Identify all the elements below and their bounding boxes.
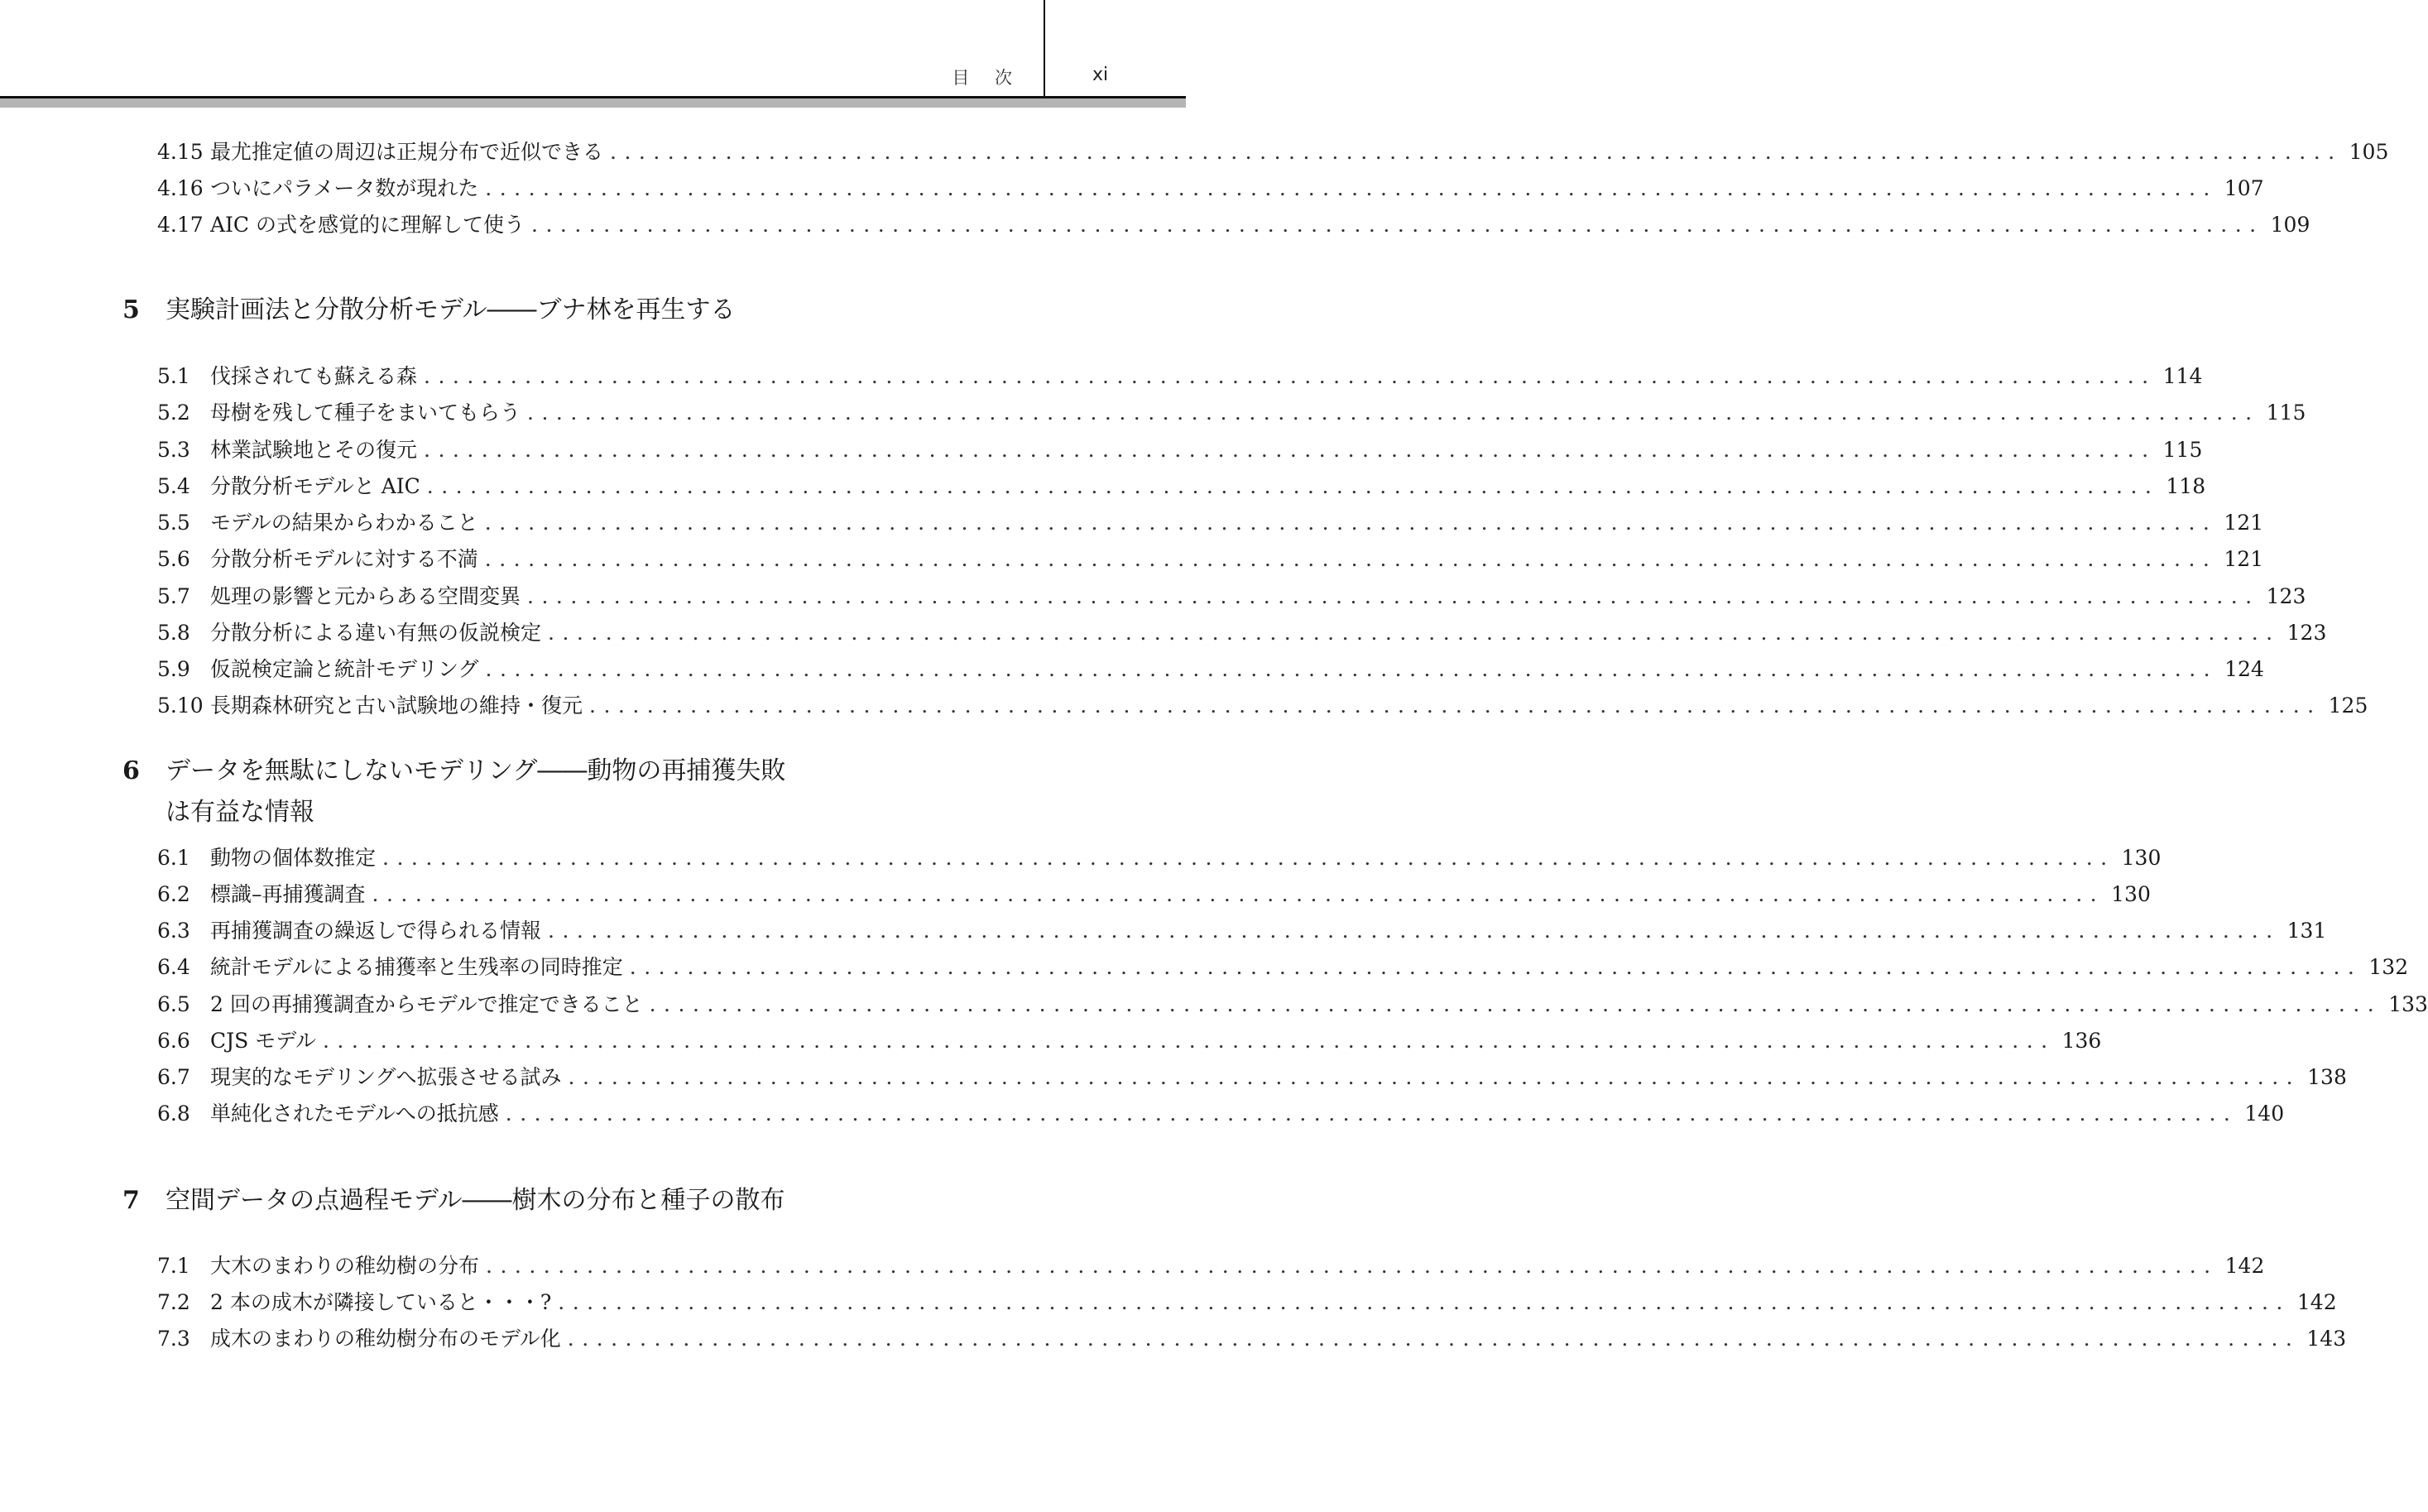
section-page: 107 xyxy=(2224,176,2264,200)
section-title: 分散分析モデルに対する不満 xyxy=(210,547,478,571)
section-number: 6.4 xyxy=(157,955,190,979)
chapter-number: 6 xyxy=(122,756,140,785)
toc-entry[interactable] xyxy=(157,618,2327,648)
section-page: 115 xyxy=(2266,401,2306,425)
section-number: 7.3 xyxy=(157,1327,190,1351)
section-title: 現実的なモデリングへ拡張させる試み xyxy=(210,1065,562,1089)
section-page: 121 xyxy=(2224,511,2264,535)
dot-leader: ........................................................................................................................ xyxy=(382,846,2115,870)
section-page: 114 xyxy=(2162,364,2203,388)
section-title: 成木のまわりの稚幼樹分布のモデル化 xyxy=(210,1327,561,1351)
section-number: 7.2 xyxy=(157,1290,190,1314)
section-title: 最尤推定値の周辺は正規分布で近似できる xyxy=(210,140,604,164)
running-header-label: 目 次 xyxy=(952,68,1022,88)
dot-leader: ........................................................................................................................ xyxy=(567,1327,2301,1351)
section-number: 4.15 xyxy=(157,140,204,164)
dot-leader: ........................................................................................................................ xyxy=(589,694,2322,718)
section-page: 123 xyxy=(2286,621,2327,645)
section-title: 標識–再捕獲調査 xyxy=(210,882,366,906)
toc-entry[interactable] xyxy=(157,1288,2337,1318)
section-number: 5.9 xyxy=(157,657,190,681)
section-title: モデルの結果からわかること xyxy=(210,511,478,535)
dot-leader: ........................................................................................................................ xyxy=(424,364,2157,388)
dot-leader: ........................................................................................................................ xyxy=(548,919,2281,943)
toc-entry[interactable] xyxy=(157,1099,2285,1129)
chapter-title: データを無駄にしないモデリング――動物の再捕獲失敗 xyxy=(166,756,786,785)
toc-entry[interactable] xyxy=(157,1063,2347,1092)
toc-entry[interactable] xyxy=(157,953,2409,982)
dot-leader: ........................................................................................................................ xyxy=(610,140,2343,164)
toc-entry[interactable] xyxy=(157,398,2306,428)
dot-leader: ........................................................................................................................ xyxy=(372,882,2105,906)
dot-leader: ........................................................................................................................ xyxy=(527,584,2260,608)
header-band xyxy=(0,98,1186,108)
section-title: 母樹を残して種子をまいてもらう xyxy=(210,401,521,425)
toc-entry[interactable] xyxy=(157,508,2264,538)
toc-entry[interactable] xyxy=(157,210,2310,240)
section-page: 105 xyxy=(2349,140,2389,164)
toc-entry[interactable] xyxy=(157,582,2306,612)
section-number: 6.7 xyxy=(157,1065,190,1089)
toc-entry[interactable] xyxy=(157,880,2151,910)
dot-leader: ........................................................................................................................ xyxy=(426,474,2160,498)
chapter-title: 実験計画法と分散分析モデル――ブナ林を再生する xyxy=(166,295,736,324)
section-title: 分散分析による違い有無の仮説検定 xyxy=(210,621,542,645)
section-title: CJS モデル xyxy=(210,1029,316,1053)
section-number: 6.5 xyxy=(157,992,190,1016)
toc-entry[interactable] xyxy=(157,137,2389,167)
section-number: 5.1 xyxy=(157,364,190,388)
header-divider xyxy=(1044,0,1045,98)
section-page: 142 xyxy=(2296,1290,2337,1314)
section-title: 2 本の成木が隣接していると・・・? xyxy=(210,1290,552,1314)
section-title: 再捕獲調査の繰返しで得られる情報 xyxy=(210,919,542,943)
section-page: 115 xyxy=(2162,438,2203,462)
section-number: 7.1 xyxy=(157,1254,190,1278)
section-page: 109 xyxy=(2270,213,2310,237)
chapter-title: 空間データの点過程モデル――樹木の分布と種子の散布 xyxy=(166,1186,785,1215)
section-title: 林業試験地とその復元 xyxy=(210,438,418,462)
section-page: 142 xyxy=(2224,1254,2265,1278)
section-title: 伐採されても蘇える森 xyxy=(210,364,418,388)
toc-entry[interactable] xyxy=(157,843,2162,873)
chapter-heading-5[interactable] xyxy=(122,290,867,331)
toc-entry[interactable] xyxy=(157,691,2368,721)
section-number: 6.6 xyxy=(157,1029,190,1053)
section-number: 5.2 xyxy=(157,401,190,425)
section-title: 動物の個体数推定 xyxy=(210,846,377,870)
dot-leader: ........................................................................................................................ xyxy=(527,401,2260,425)
section-number: 4.17 xyxy=(157,213,204,237)
section-number: 4.16 xyxy=(157,176,204,200)
chapter-number: 7 xyxy=(122,1186,140,1215)
dot-leader: ........................................................................................................................ xyxy=(505,1102,2238,1126)
section-page: 130 xyxy=(2121,846,2162,870)
section-title: 統計モデルによる捕獲率と生残率の同時推定 xyxy=(210,955,623,979)
dot-leader: ........................................................................................................................ xyxy=(548,621,2281,645)
dot-leader: ........................................................................................................................ xyxy=(558,1290,2291,1314)
section-number: 6.2 xyxy=(157,882,190,906)
section-page: 133 xyxy=(2388,992,2428,1016)
toc-entry[interactable] xyxy=(157,1251,2265,1281)
dot-leader: ........................................................................................................................ xyxy=(424,438,2157,462)
dot-leader: ........................................................................................................................ xyxy=(322,1029,2056,1053)
toc-entry[interactable] xyxy=(157,174,2264,204)
section-number: 5.3 xyxy=(157,438,190,462)
section-page: 121 xyxy=(2224,547,2264,571)
section-number: 6.8 xyxy=(157,1102,190,1126)
dot-leader: ........................................................................................................................ xyxy=(629,955,2363,979)
section-title: 仮説検定論と統計モデリング xyxy=(210,657,479,681)
section-page: 143 xyxy=(2306,1327,2347,1351)
dot-leader: ........................................................................................................................ xyxy=(649,992,2382,1016)
section-number: 5.5 xyxy=(157,511,190,535)
chapter-number: 5 xyxy=(122,295,140,324)
toc-entry[interactable] xyxy=(157,1324,2347,1354)
page-number: xi xyxy=(1092,65,1109,85)
section-number: 5.8 xyxy=(157,621,190,645)
section-title: 2 回の再捕獲調査からモデルで推定できること xyxy=(210,992,643,1016)
toc-entry[interactable] xyxy=(157,990,2428,1020)
toc-entry[interactable] xyxy=(157,1026,2102,1056)
dot-leader: ........................................................................................................................ xyxy=(531,213,2264,237)
section-number: 5.6 xyxy=(157,547,190,571)
section-title: 長期森林研究と古い試験地の維持・復元 xyxy=(210,694,583,718)
section-title: 単純化されたモデルへの抵抗感 xyxy=(210,1102,499,1126)
toc-entry[interactable] xyxy=(157,472,2206,502)
dot-leader: ........................................................................................................................ xyxy=(485,176,2218,200)
section-number: 6.3 xyxy=(157,919,190,943)
chapter-title-continued: は有益な情報 xyxy=(166,798,314,827)
toc-entry[interactable] xyxy=(157,435,2203,465)
section-page: 132 xyxy=(2368,955,2409,979)
section-page: 118 xyxy=(2166,474,2206,498)
dot-leader: ........................................................................................................................ xyxy=(486,1254,2219,1278)
dot-leader: ........................................................................................................................ xyxy=(484,511,2218,535)
section-page: 131 xyxy=(2286,919,2327,943)
section-number: 5.10 xyxy=(157,694,204,718)
toc-entry[interactable] xyxy=(157,545,2264,574)
toc-entry[interactable] xyxy=(157,916,2327,946)
dot-leader: ........................................................................................................................ xyxy=(485,657,2219,681)
chapter-heading-6[interactable] xyxy=(122,751,867,833)
dot-leader: ........................................................................................................................ xyxy=(568,1065,2301,1089)
section-title: ついにパラメータ数が現れた xyxy=(210,176,479,200)
toc-entry[interactable] xyxy=(157,655,2264,684)
section-title: AIC の式を感覚的に理解して使う xyxy=(210,213,525,237)
section-page: 130 xyxy=(2111,882,2151,906)
section-page: 136 xyxy=(2061,1029,2102,1053)
section-page: 124 xyxy=(2224,657,2264,681)
section-title: 分散分析モデルと AIC xyxy=(210,474,420,498)
toc-entry[interactable] xyxy=(157,362,2203,391)
section-page: 138 xyxy=(2307,1065,2347,1089)
section-number: 5.7 xyxy=(157,584,190,608)
section-number: 6.1 xyxy=(157,846,190,870)
section-title: 大木のまわりの稚幼樹の分布 xyxy=(210,1254,480,1278)
section-title: 処理の影響と元からある空間変異 xyxy=(210,584,521,608)
section-number: 5.4 xyxy=(157,474,190,498)
section-page: 140 xyxy=(2244,1102,2285,1126)
dot-leader: ........................................................................................................................ xyxy=(484,547,2218,571)
chapter-heading-7[interactable] xyxy=(122,1180,867,1222)
section-page: 125 xyxy=(2328,694,2368,718)
section-page: 123 xyxy=(2266,584,2306,608)
